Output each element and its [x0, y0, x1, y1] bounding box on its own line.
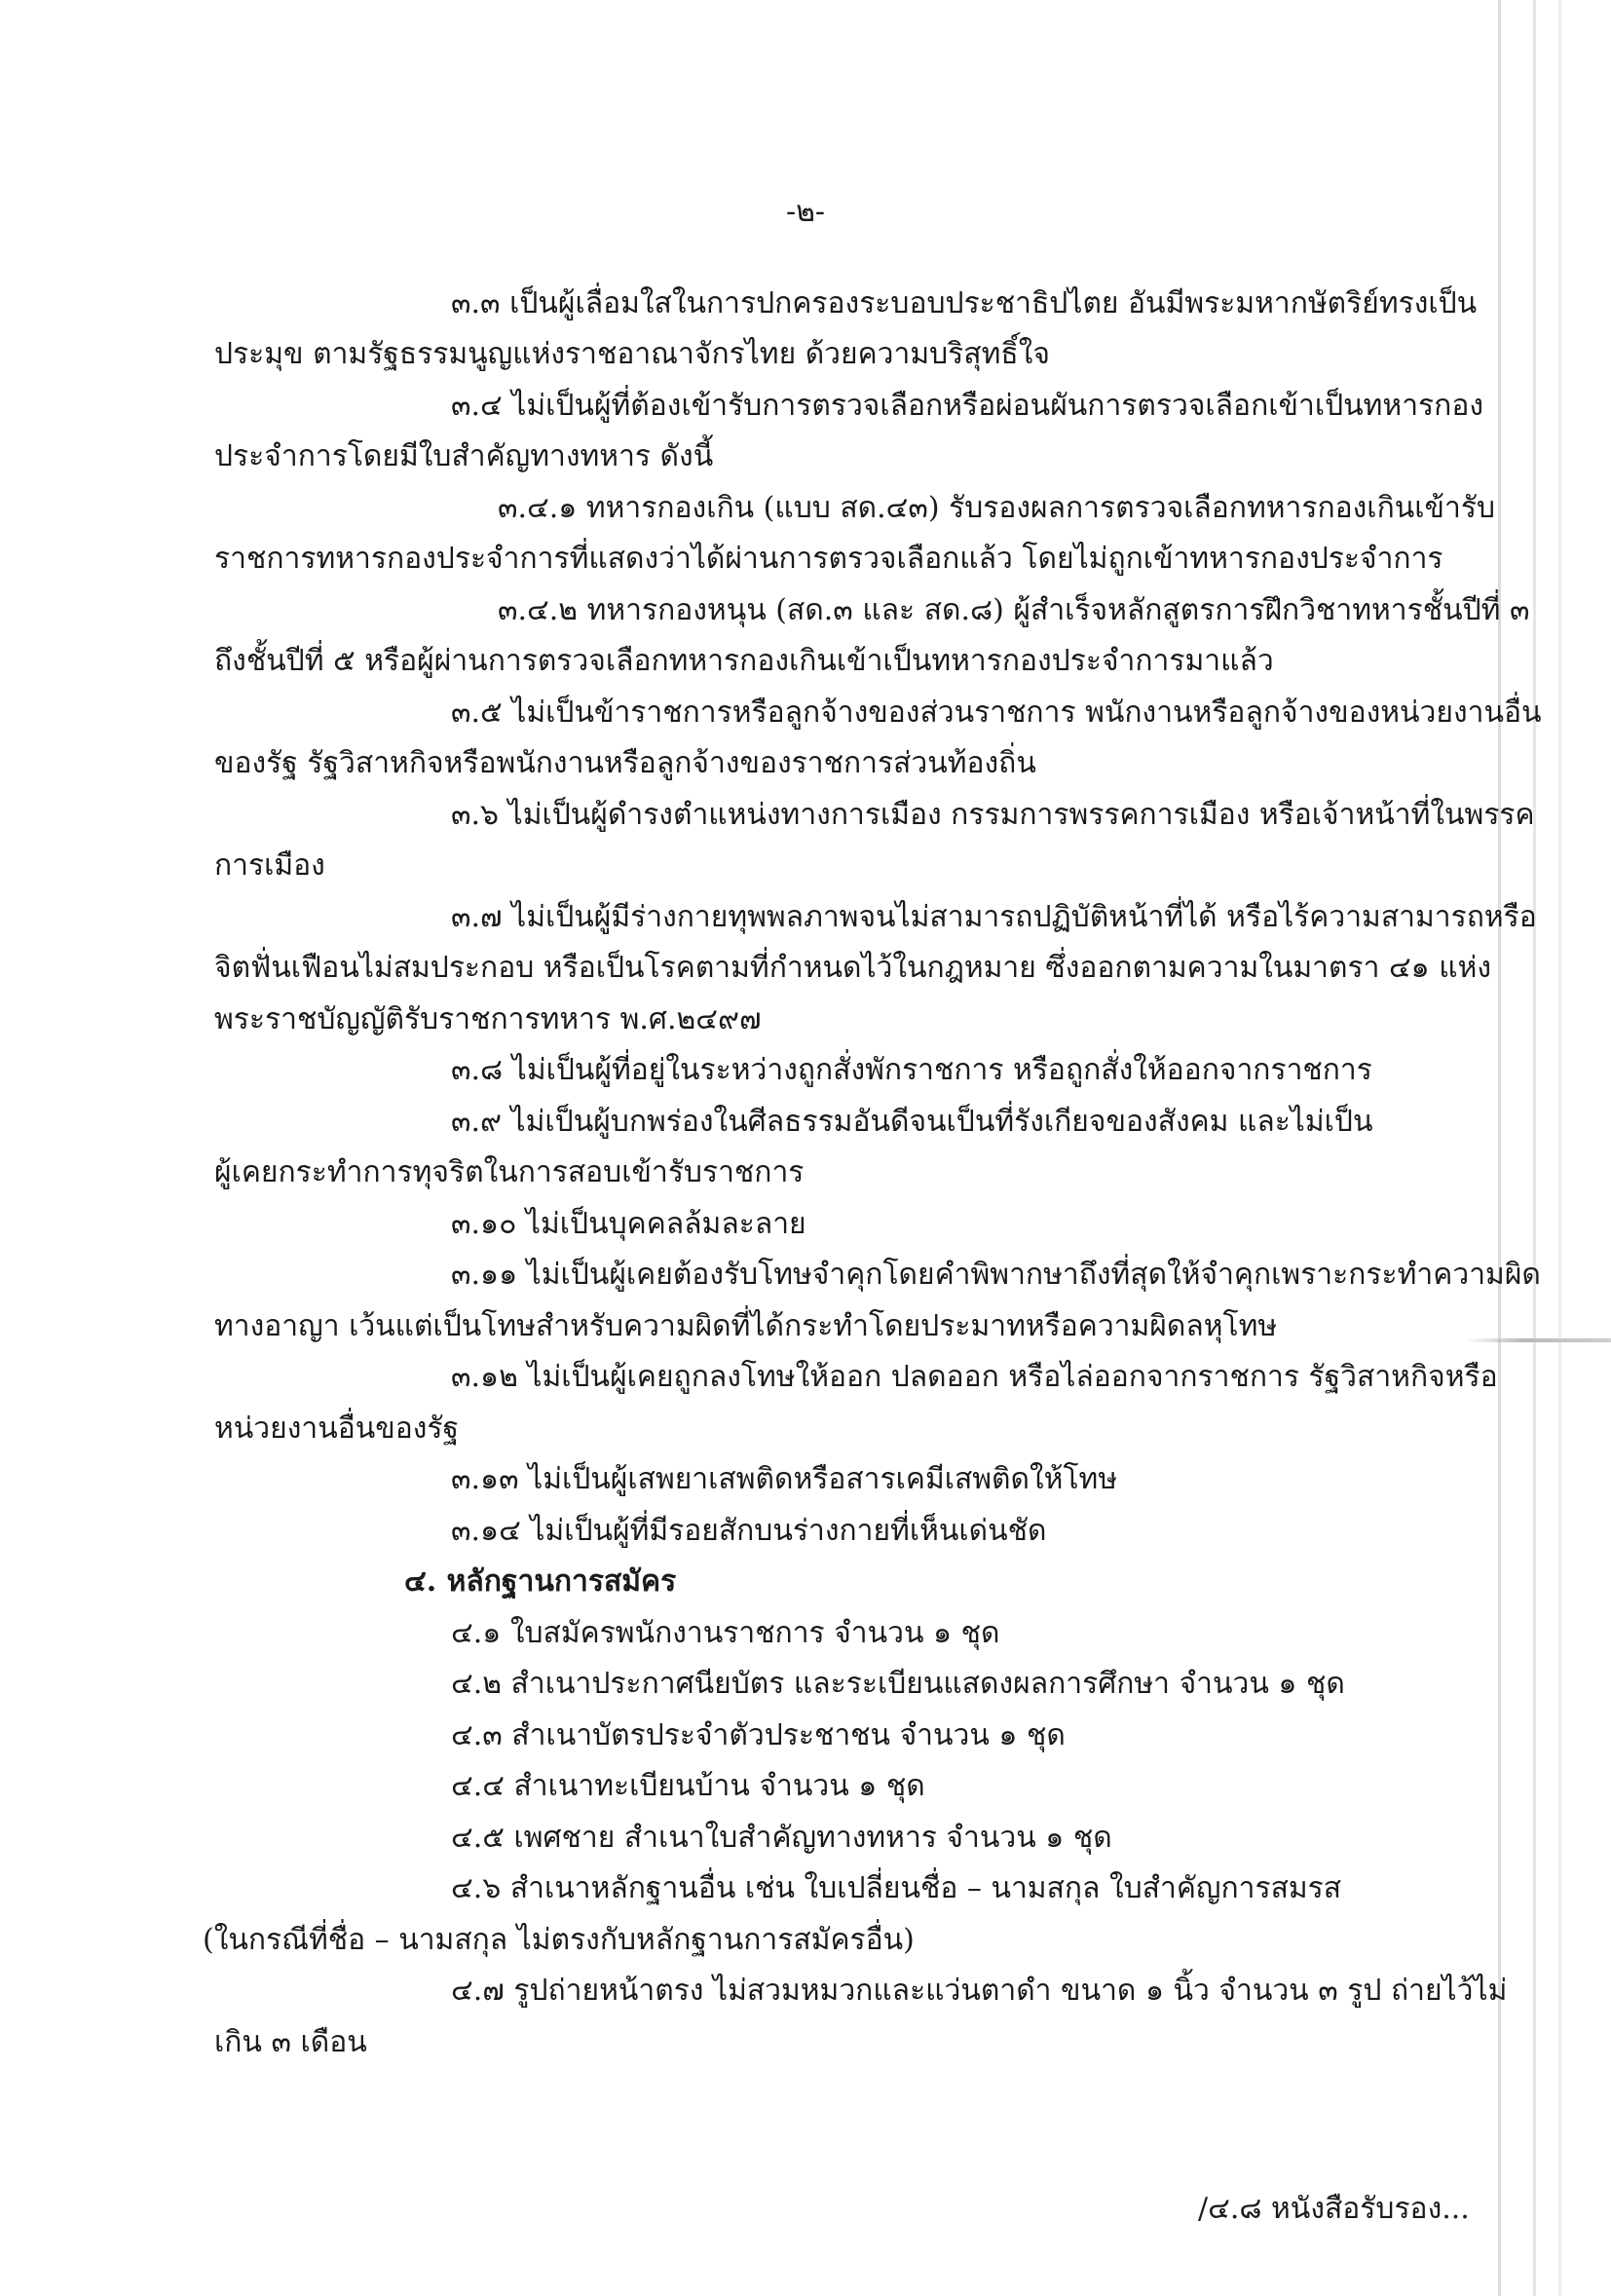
text-line: ๓.๗ ไม่เป็นผู้มีร่างกายทุพพลภาพจนไม่สามารถปฏิบัติหน้าที่ได้ หรือไร้ความสามารถหรือ [451, 900, 1537, 934]
text-line: การเมือง [214, 848, 325, 883]
text-line: ๔.๓ สำเนาบัตรประจำตัวประชาชน จำนวน ๑ ชุด [451, 1718, 1066, 1752]
text-line: ผู้เคยกระทำการทุจริตในการสอบเข้ารับราชการ [214, 1155, 805, 1189]
text-line: ๓.๑๒ ไม่เป็นผู้เคยถูกลงโทษให้ออก ปลดออก หรือไล่ออกจากราชการ รัฐวิสาหกิจหรือ [451, 1360, 1498, 1394]
text-line: ของรัฐ รัฐวิสาหกิจหรือพนักงานหรือลูกจ้างของราชการส่วนท้องถิ่น [214, 746, 1036, 780]
page-number: -๒- [785, 195, 826, 229]
page-edge-shadow [1533, 0, 1536, 2296]
text-line: ๓.๑๐ ไม่เป็นบุคคลล้มละลาย [451, 1207, 806, 1241]
continuation-note: /๔.๘ หนังสือรับรอง... [1198, 2192, 1470, 2226]
text-line: ๔.๕ เพศชาย สำเนาใบสำคัญทางทหาร จำนวน ๑ ชุด [451, 1821, 1112, 1855]
text-line: ๔.๔ สำเนาทะเบียนบ้าน จำนวน ๑ ชุด [451, 1769, 925, 1803]
text-line: ๔.๑ ใบสมัครพนักงานราชการ จำนวน ๑ ชุด [451, 1616, 1000, 1650]
text-line: ๓.๕ ไม่เป็นข้าราชการหรือลูกจ้างของส่วนราชการ พนักงานหรือลูกจ้างของหน่วยงานอื่น [451, 696, 1542, 730]
text-line: ๔.๗ รูปถ่ายหน้าตรง ไม่สวมหมวกและแว่นตาดำ ขนาด ๑ นิ้ว จำนวน ๓ รูป ถ่ายไว้ไม่ [451, 1974, 1508, 2008]
text-line: จิตฟั่นเฟือนไม่สมประกอบ หรือเป็นโรคตามที่กำหนดไว้ในกฎหมาย ซึ่งออกตามความในมาตรา ๔๑ แห่ง [214, 951, 1492, 985]
text-line: ๓.๑๑ ไม่เป็นผู้เคยต้องรับโทษจำคุกโดยคำพิพากษาถึงที่สุดให้จำคุกเพราะกระทำความผิด [451, 1258, 1541, 1292]
text-line: ๓.๓ เป็นผู้เลื่อมใสในการปกครองระบอบประชาธิปไตย อันมีพระมหากษัตริย์ทรงเป็น [451, 286, 1478, 320]
text-line: หน่วยงานอื่นของรัฐ [214, 1411, 460, 1446]
page-edge-shadow [1558, 0, 1561, 2296]
text-line: ทางอาญา เว้นแต่เป็นโทษสำหรับความผิดที่ได้กระทำโดยประมาทหรือความผิดลหุโทษ [214, 1309, 1278, 1343]
text-line: ๔.๒ สำเนาประกาศนียบัตร และระเบียนแสดงผลการศึกษา จำนวน ๑ ชุด [451, 1667, 1345, 1701]
page-edge-shadow [1498, 0, 1501, 2296]
scan-mark [1466, 1338, 1611, 1342]
text-line: ๓.๖ ไม่เป็นผู้ดำรงตำแหน่งทางการเมือง กรรมการพรรคการเมือง หรือเจ้าหน้าที่ในพรรค [451, 798, 1535, 832]
text-line: ๓.๘ ไม่เป็นผู้ที่อยู่ในระหว่างถูกสั่งพักราชการ หรือถูกสั่งให้ออกจากราชการ [451, 1053, 1372, 1087]
text-line: ๓.๑๓ ไม่เป็นผู้เสพยาเสพติดหรือสารเคมีเสพติดให้โทษ [451, 1462, 1118, 1496]
text-line: ถึงชั้นปีที่ ๕ หรือผู้ผ่านการตรวจเลือกทหารกองเกินเข้าเป็นทหารกองประจำการมาแล้ว [214, 644, 1274, 678]
text-line: (ในกรณีที่ชื่อ – นามสกุล ไม่ตรงกับหลักฐานการสมัครอื่น) [203, 1923, 915, 1957]
text-line: ประจำการโดยมีใบสำคัญทางทหาร ดังนี้ [214, 439, 714, 473]
text-line: ราชการทหารกองประจำการที่แสดงว่าได้ผ่านการตรวจเลือกแล้ว โดยไม่ถูกเข้าทหารกองประจำการ [214, 542, 1443, 576]
text-line: ๓.๔ ไม่เป็นผู้ที่ต้องเข้ารับการตรวจเลือกหรือผ่อนผันการตรวจเลือกเข้าเป็นทหารกอง [451, 389, 1483, 423]
text-line: พระราชบัญญัติรับราชการทหาร พ.ศ.๒๔๙๗ [214, 1002, 762, 1036]
text-line: ๓.๔.๒ ทหารกองหนุน (สด.๓ และ สด.๘) ผู้สำเร็จหลักสูตรการฝึกวิชาทหารชั้นปีที่ ๓ [498, 593, 1530, 627]
text-line: เกิน ๓ เดือน [214, 2025, 367, 2059]
text-line: ๓.๙ ไม่เป็นผู้บกพร่องในศีลธรรมอันดีจนเป็นที่รังเกียจของสังคม และไม่เป็น [451, 1105, 1373, 1139]
text-line: ๓.๔.๑ ทหารกองเกิน (แบบ สด.๔๓) รับรองผลการตรวจเลือกทหารกองเกินเข้ารับ [498, 491, 1495, 525]
text-line: ประมุข ตามรัฐธรรมนูญแห่งราชอาณาจักรไทย ด้วยความบริสุทธิ์ใจ [214, 337, 1050, 371]
text-line: ๓.๑๔ ไม่เป็นผู้ที่มีรอยสักบนร่างกายที่เห็นเด่นชัด [451, 1514, 1047, 1548]
text-line: ๔.๖ สำเนาหลักฐานอื่น เช่น ใบเปลี่ยนชื่อ – นามสกุล ใบสำคัญการสมรส [451, 1871, 1342, 1905]
section-heading: ๔. หลักฐานการสมัคร [404, 1564, 677, 1599]
